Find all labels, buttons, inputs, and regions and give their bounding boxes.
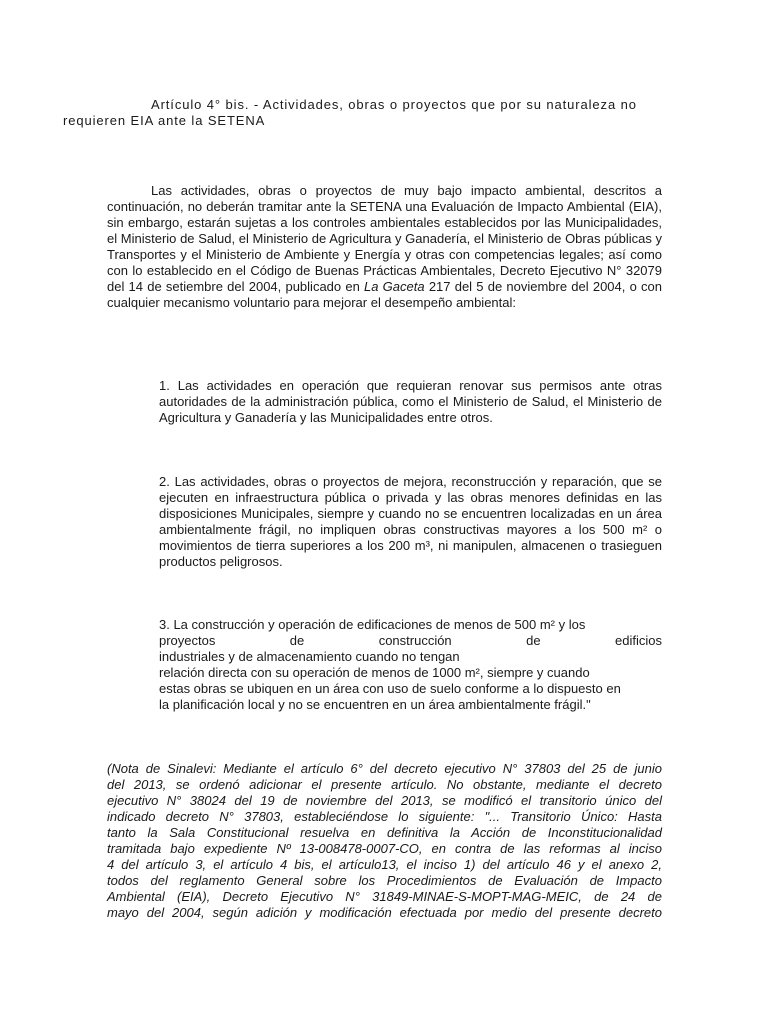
word-construccion: construcción (378, 633, 452, 648)
intro-text-end: 217 del 5 de noviembre del 2004, o con cualquier mecanismo voluntario para mejorar el desempeño ambiental: (107, 279, 662, 310)
sinalevi-note (107, 761, 662, 921)
article-heading-line-2: requieren EIA ante la SETENA (63, 113, 266, 128)
list-item-1: 1. Las actividades en operación que requieran renovar sus permisos ante otras autoridades de la administración pública, como el Ministerio de Salud, el Ministerio de Agricultura y Ganadería y las Municipalidades entre otros. (159, 378, 662, 425)
word-de-2: de (526, 633, 541, 648)
note-line: del 2013, se ordenó adicionar el presente artículo. No obstante, mediante el decreto (107, 777, 662, 792)
list-item-3-line-2 (159, 633, 662, 649)
list-item-3-line-1: 3. La construcción y operación de edificaciones de menos de 500 m² y los (159, 617, 586, 632)
intro-text-start: Las actividades, obras o proyectos de muy bajo impacto ambiental, descritos a continuación, no deberán tramitar ante la SETENA una Evaluación de Impacto Ambiental (EIA), sin embargo, estarán sujetas a los controles ambientales establecidos por las Municipalidades, el Ministerio de Salud, el Ministerio de Agricultura y Ganadería, el Ministerio de Obras públicas y Transportes y el Ministerio de Ambiente y Energía y otras con competencias legales; así como con lo establecido en el Código de Buenas Prácticas Ambientales, Decreto Ejecutivo N° 32079 del 14 de setiembre del 2004, publicado en (107, 183, 662, 294)
note-line: ejecutivo N° 38024 del 19 de noviembre del 2013, se modificó el transitorio único del (107, 793, 662, 808)
list-item-3 (159, 617, 662, 713)
note-line: mayo del 2004, según adición y modificación efectuada por medio del presente decreto (107, 905, 662, 920)
note-line: (Nota de Sinalevi: Mediante el artículo 6° del decreto ejecutivo N° 37803 del 25 de junio (107, 761, 662, 776)
intro-paragraph (107, 183, 662, 311)
note-line: indicado decreto N° 37803, estableciéndose lo siguiente: "... Transitorio Único: Hasta (107, 809, 662, 824)
note-line: 4 del artículo 3, el artículo 4 bis, el artículo13, el inciso 1) del artículo 46 y el anexo 2, (107, 857, 662, 872)
list-item-3-line-6: la planificación local y no se encuentren en un área ambientalmente frágil." (159, 697, 591, 712)
word-de: de (289, 633, 305, 648)
list-item-3-line-5: estas obras se ubiquen en un área con uso de suelo conforme a lo dispuesto en (159, 681, 621, 696)
note-line: todos del reglamento General sobre los Procedimientos de Evaluación de Impacto (107, 873, 662, 888)
word-edificios: edificios (614, 633, 662, 648)
list-item-3-line-4: relación directa con su operación de menos de 1000 m², siempre y cuando (159, 665, 590, 680)
note-line: tanto la Sala Constitucional resuelva en definitiva la Acción de Inconstitucionalidad (107, 825, 662, 840)
article-heading (63, 97, 662, 129)
note-line: tramitada bajo expediente Nº 13-008478-0007-CO, en contra de las reformas al inciso (107, 841, 662, 856)
word-proyectos: proyectos (159, 633, 216, 648)
article-heading-line-1: Artículo 4° bis. - Actividades, obras o proyectos que por su naturaleza no (151, 97, 637, 112)
list-item-3-line-3: industriales y de almacenamiento cuando no tengan (159, 649, 460, 664)
note-line: Ambiental (EIA), Decreto Ejecutivo N° 31849-MINAE-S-MOPT-MAG-MEIC, de 24 de (107, 889, 662, 904)
la-gaceta-italic: La Gaceta (364, 279, 425, 294)
list-item-2: 2. Las actividades, obras o proyectos de mejora, reconstrucción y reparación, que se ejecuten en infraestructura pública o privada y las obras menores definidas en las disposiciones Municipales, siempre y cuando no se encuentren localizadas en un área ambientalmente frágil, no impliquen obras constructivas mayores a los 500 m² o movimientos de tierra superiores a los 200 m³, ni manipulen, almacenen o trasieguen productos peligrosos. (159, 474, 662, 569)
